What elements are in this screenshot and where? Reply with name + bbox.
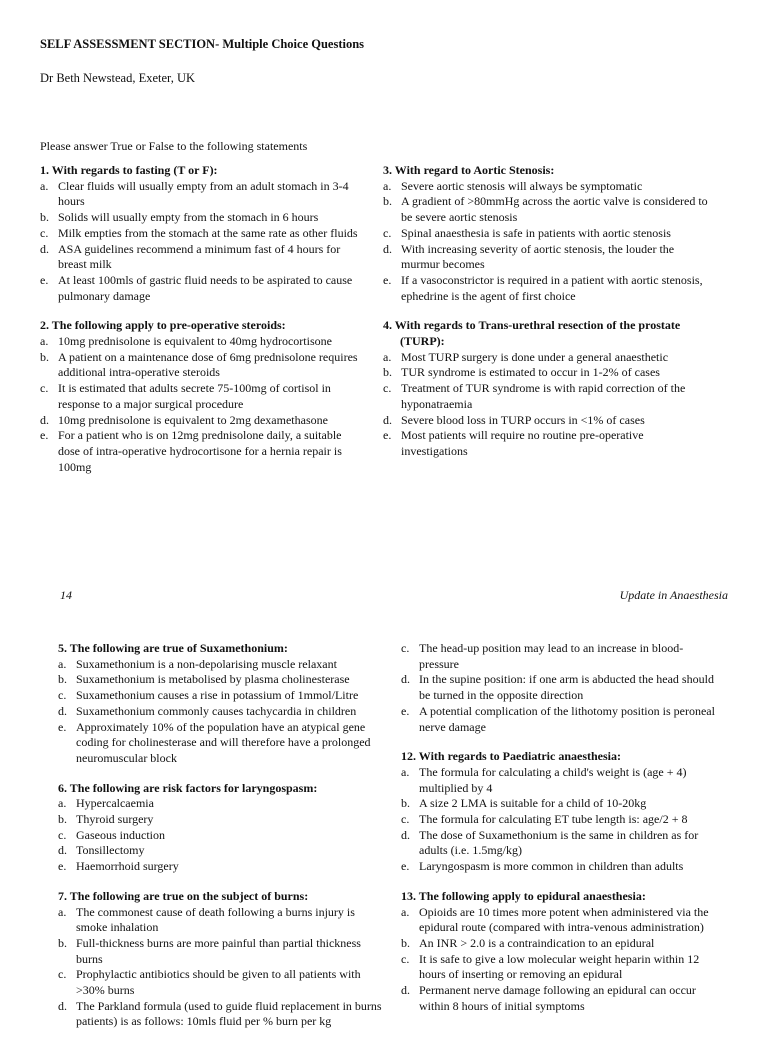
option-letter: c. (40, 381, 49, 396)
question-block (40, 318, 365, 475)
option-letter: d. (58, 843, 67, 858)
answer-option (401, 936, 721, 952)
answer-option (58, 704, 385, 720)
answer-option (40, 179, 365, 210)
option-text: An INR > 2.0 is a contraindication to an epidural (419, 935, 655, 950)
option-text: Milk empties from the stomach at the same rate as other fluids (58, 225, 358, 240)
answer-option (58, 843, 385, 859)
option-letter: c. (58, 688, 67, 703)
option-letter: a. (383, 178, 392, 193)
option-letter: a. (401, 904, 410, 919)
option-letter: c. (383, 225, 392, 240)
option-letter: d. (383, 241, 392, 256)
option-text: A potential complication of the lithotomy position is peroneal nerve damage (419, 703, 715, 734)
answer-option (401, 859, 721, 875)
answer-option (383, 413, 713, 429)
option-text: The commonest cause of death following a burns injury is smoke inhalation (76, 904, 355, 935)
option-text: Laryngospasm is more common in children than adults (419, 859, 684, 874)
option-letter: b. (58, 935, 67, 950)
option-letter: e. (383, 428, 392, 443)
answer-option (383, 273, 713, 304)
answer-option (40, 413, 365, 429)
answer-option (383, 350, 713, 366)
option-letter: a. (40, 334, 49, 349)
option-letter: d. (401, 672, 410, 687)
answer-option (401, 704, 721, 735)
option-letter: d. (40, 241, 49, 256)
page2-right-column (401, 641, 721, 1028)
option-letter: b. (40, 349, 49, 364)
option-letter: a. (401, 764, 410, 779)
answer-option (58, 796, 385, 812)
question-title: 7. The following are true on the subject of burns: (58, 888, 309, 903)
option-text: Tonsillectomy (76, 843, 145, 858)
option-text: Hypercalcaemia (76, 796, 154, 811)
answer-option (401, 672, 721, 703)
question-block (40, 163, 365, 304)
option-letter: b. (40, 210, 49, 225)
option-letter: b. (383, 365, 392, 380)
option-text: Haemorrhoid surgery (76, 859, 179, 874)
option-text: The Parkland formula (used to guide fluid replacement in burns patients) is as follows: 10mls fluid per % burn per kg (76, 998, 382, 1029)
option-letter: b. (58, 812, 67, 827)
answer-option (401, 828, 721, 859)
option-letter: e. (58, 859, 67, 874)
option-letter: e. (383, 272, 392, 287)
option-text: TUR syndrome is estimated to occur in 1-2% of cases (401, 365, 660, 380)
option-letter: c. (58, 827, 67, 842)
option-letter: b. (401, 935, 410, 950)
question-title: 6. The following are risk factors for laryngospasm: (58, 780, 318, 795)
answer-option (383, 428, 713, 459)
page2-left-column (58, 641, 385, 1044)
question-block (401, 889, 721, 1015)
option-letter: e. (401, 703, 410, 718)
journal-name: Update in Anaesthesia (619, 588, 728, 602)
answer-option (58, 967, 385, 998)
option-letter: e. (40, 428, 49, 443)
option-text: The formula for calculating ET tube length is: age/2 + 8 (419, 812, 688, 827)
option-text: Suxamethonium is a non-depolarising muscle relaxant (76, 656, 337, 671)
option-text: Severe aortic stenosis will always be symptomatic (401, 178, 643, 193)
question-title: 2. The following apply to pre-operative steroids: (40, 318, 286, 333)
option-text: Thyroid surgery (76, 812, 154, 827)
question-title: 5. The following are true of Suxamethonium: (58, 641, 288, 655)
question-block (383, 163, 713, 304)
answer-option (58, 828, 385, 844)
answer-option (383, 179, 713, 195)
answer-option (58, 657, 385, 673)
answer-option (401, 952, 721, 983)
option-letter: c. (58, 967, 67, 982)
option-letter: d. (58, 998, 67, 1013)
option-letter: e. (40, 272, 49, 287)
question-block (58, 781, 385, 875)
option-letter: d. (58, 703, 67, 718)
option-text: ASA guidelines recommend a minimum fast of 4 hours for breast milk (58, 241, 341, 272)
answer-option (58, 688, 385, 704)
option-letter: a. (40, 178, 49, 193)
option-text: Suxamethonium commonly causes tachycardia in children (76, 703, 357, 718)
option-letter: d. (401, 827, 410, 842)
option-text: If a vasoconstrictor is required in a patient with aortic stenosis, ephedrine is the agent of first choice (401, 272, 703, 303)
option-text: 10mg prednisolone is equivalent to 40mg hydrocortisone (58, 334, 332, 349)
option-letter: a. (58, 904, 67, 919)
answer-option (383, 242, 713, 273)
answer-option (401, 812, 721, 828)
option-text: It is estimated that adults secrete 75-100mg of cortisol in response to a major surgical procedure (58, 381, 331, 411)
answer-option (40, 334, 365, 350)
option-letter: e. (401, 859, 410, 874)
option-text: 10mg prednisolone is equivalent to 2mg dexamethasone (58, 412, 328, 427)
author-line: Dr Beth Newstead, Exeter, UK (40, 71, 196, 85)
option-letter: c. (401, 951, 410, 966)
question-block (58, 641, 385, 767)
answer-option (58, 999, 385, 1030)
option-text: In the supine position: if one arm is abducted the head should be turned in the opposite direction (419, 672, 714, 703)
answer-option (401, 641, 721, 672)
question-continuation (401, 641, 721, 735)
answer-option (401, 765, 721, 796)
instructions: Please answer True or False to the following statements (40, 139, 308, 153)
page-number: 14 (60, 588, 72, 602)
option-text: Gaseous induction (76, 827, 165, 842)
question-title: 12. With regards to Paediatric anaesthesia: (401, 749, 621, 764)
option-text: Permanent nerve damage following an epidural can occur within 8 hours of initial symptoms (419, 983, 696, 1013)
option-text: The formula for calculating a child's weight is (age + 4) multiplied by 4 (419, 764, 687, 795)
option-text: With increasing severity of aortic stenosis, the louder the murmur becomes (401, 241, 675, 272)
option-letter: a. (58, 796, 67, 811)
option-letter: b. (383, 194, 392, 209)
answer-option (401, 905, 721, 936)
option-text: Approximately 10% of the population have an atypical gene coding for cholinesterase and will therefore have a prolonged neuromuscular block (76, 719, 371, 765)
answer-option (383, 226, 713, 242)
option-text: A gradient of >80mmHg across the aortic valve is considered to be severe aortic stenosis (401, 194, 708, 225)
option-text: Prophylactic antibiotics should be given to all patients with >30% burns (76, 967, 361, 998)
question-title: 13. The following apply to epidural anaesthesia: (401, 888, 646, 903)
option-text: Severe blood loss in TURP occurs in <1% of cases (401, 412, 645, 427)
option-letter: d. (383, 412, 392, 427)
answer-option (401, 983, 721, 1014)
option-letter: b. (58, 672, 67, 687)
option-text: For a patient who is on 12mg prednisolone daily, a suitable dose of intra-operative hydrocortisone for a hernia repair is 100mg (58, 428, 342, 474)
question-block (401, 749, 721, 875)
option-text: At least 100mls of gastric fluid needs to be aspirated to cause pulmonary damage (58, 272, 353, 303)
option-text: Spinal anaesthesia is safe in patients with aortic stenosis (401, 225, 671, 240)
option-letter: d. (401, 983, 410, 998)
page-title: SELF ASSESSMENT SECTION- Multiple Choice Questions (40, 37, 365, 51)
answer-option (40, 428, 365, 475)
option-letter: a. (383, 349, 392, 364)
option-text: A patient on a maintenance dose of 6mg prednisolone requires additional intra-operative steroids (58, 349, 358, 380)
option-letter: d. (40, 412, 49, 427)
question-block (58, 889, 385, 1030)
option-text: Opioids are 10 times more potent when administered via the epidural route (compared with intra-venous administration) (419, 904, 709, 935)
answer-option (58, 905, 385, 936)
answer-option (383, 381, 713, 412)
answer-option (58, 936, 385, 967)
answer-option (58, 672, 385, 688)
answer-option (401, 796, 721, 812)
option-letter: b. (401, 796, 410, 811)
question-title: 1. With regards to fasting (T or F): (40, 163, 218, 177)
option-letter: c. (40, 225, 49, 240)
option-text: Most patients will require no routine pre-operative investigations (401, 428, 644, 458)
question-title: 3. With regard to Aortic Stenosis: (383, 163, 555, 177)
answer-option (40, 273, 365, 304)
option-letter: a. (58, 656, 67, 671)
option-text: Clear fluids will usually empty from an adult stomach in 3-4 hours (58, 178, 349, 209)
answer-option (383, 365, 713, 381)
option-text: Most TURP surgery is done under a general anaesthetic (401, 349, 669, 364)
answer-option (58, 720, 385, 767)
option-letter: c. (401, 812, 410, 827)
answer-option (40, 210, 365, 226)
option-text: Treatment of TUR syndrome is with rapid correction of the hyponatraemia (401, 381, 686, 411)
option-text: Suxamethonium is metabolised by plasma cholinesterase (76, 672, 350, 687)
option-text: The dose of Suxamethonium is the same in children as for adults (i.e. 1.5mg/kg) (419, 827, 699, 858)
question-title: 4. With regards to Trans-urethral resection of the prostate (TURP): (383, 318, 681, 349)
page1-left-column (40, 163, 365, 489)
answer-option (58, 812, 385, 828)
option-text: It is safe to give a low molecular weight heparin within 12 hours of inserting or removing an epidural (419, 951, 700, 982)
answer-option (40, 226, 365, 242)
question-block (383, 318, 713, 459)
answer-option (58, 859, 385, 875)
answer-option (383, 194, 713, 225)
answer-option (40, 381, 365, 412)
option-text: The head-up position may lead to an increase in blood-pressure (419, 641, 684, 671)
option-letter: e. (58, 719, 67, 734)
answer-option (40, 350, 365, 381)
page1-right-column (383, 163, 713, 474)
option-text: A size 2 LMA is suitable for a child of 10-20kg (419, 796, 647, 811)
option-text: Solids will usually empty from the stomach in 6 hours (58, 210, 319, 225)
option-letter: c. (383, 381, 392, 396)
option-letter: c. (401, 641, 410, 655)
option-text: Full-thickness burns are more painful than partial thickness burns (76, 935, 361, 966)
answer-option (40, 242, 365, 273)
option-text: Suxamethonium causes a rise in potassium of 1mmol/Litre (76, 688, 359, 703)
